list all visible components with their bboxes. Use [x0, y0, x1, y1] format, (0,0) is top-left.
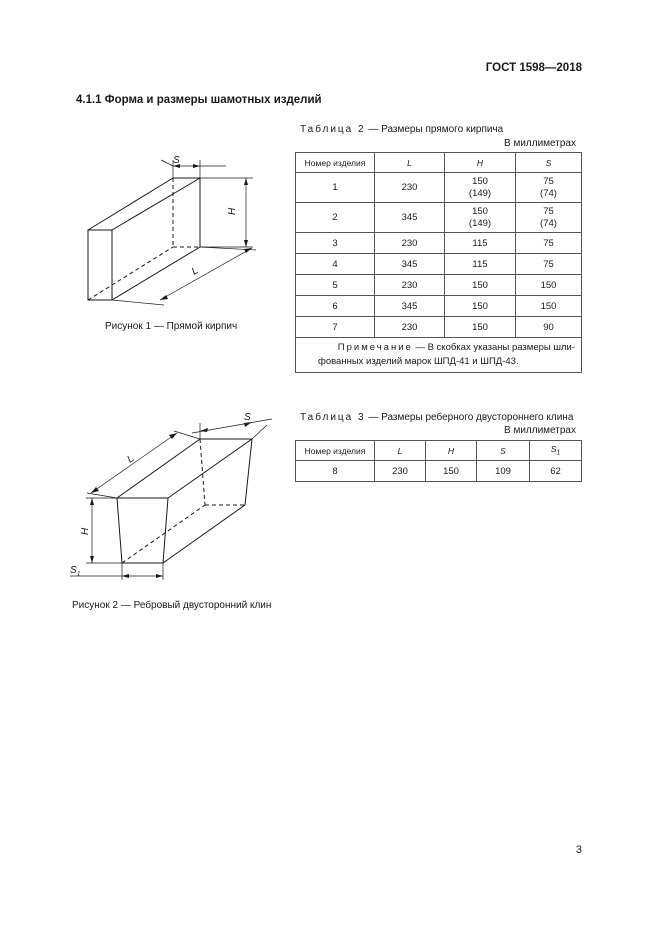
cell-line: 75	[543, 175, 554, 187]
table-3-header-h: H	[426, 441, 477, 461]
cell-line: (74)	[540, 217, 557, 229]
table-2-header-h: H	[445, 153, 516, 173]
table-cell: 150	[445, 275, 516, 296]
table-cell: 75	[516, 254, 582, 275]
table-cell: 109	[477, 461, 530, 482]
s1-subscript: 1	[76, 571, 81, 578]
figure-2-edge-wedge-drawing	[62, 405, 277, 590]
s1-letter: S	[70, 565, 77, 576]
table-cell: 1	[296, 173, 375, 203]
table-2-header-l: L	[375, 153, 445, 173]
table-row	[296, 173, 582, 203]
table-cell: 345	[375, 296, 445, 317]
table-cell: 8	[296, 461, 375, 482]
table-cell: 90	[516, 317, 582, 338]
cell-line: 75	[543, 205, 554, 217]
s1-subscript: 1	[556, 449, 561, 457]
note-text-line-1: — В скобках указаны размеры шли-	[412, 342, 575, 353]
table-3-header-number: Номер изделия	[296, 441, 375, 461]
table-cell: 6	[296, 296, 375, 317]
table-cell: 150	[445, 296, 516, 317]
table-cell: 230	[375, 173, 445, 203]
table-3-header-l: L	[375, 441, 426, 461]
figure-1-straight-brick-drawing	[76, 150, 266, 310]
table-cell: 345	[375, 203, 445, 233]
table-row	[296, 296, 582, 317]
table-cell: 230	[375, 233, 445, 254]
table-cell: 7	[296, 317, 375, 338]
table-2-note	[296, 338, 582, 373]
figure-2-l-label: L	[125, 453, 137, 466]
s1-letter: S	[550, 444, 557, 455]
table-2-header-row	[296, 153, 582, 173]
figure-2-caption: Рисунок 2 — Ребровый двусторонний клин	[72, 600, 272, 611]
table-cell: 230	[375, 461, 426, 482]
cell-line: 150	[472, 175, 488, 187]
table-row	[296, 233, 582, 254]
table-2-header-s: S	[516, 153, 582, 173]
table-3-units: В миллиметрах	[504, 425, 576, 436]
table-cell	[516, 173, 582, 203]
note-label: Примечание	[337, 342, 413, 353]
table-row	[296, 254, 582, 275]
table-3-header-s: S	[477, 441, 530, 461]
cell-line: 150	[472, 205, 488, 217]
figure-1-s-label: S	[173, 155, 180, 166]
figure-1-h-label: H	[227, 207, 238, 215]
section-title: 4.1.1 Форма и размеры шамотных изделий	[76, 94, 322, 106]
figure-2-h-label: H	[80, 527, 91, 535]
table-cell: 150	[516, 275, 582, 296]
figure-1-caption: Рисунок 1 — Прямой кирпич	[105, 321, 238, 332]
table-row	[296, 317, 582, 338]
table-cell: 5	[296, 275, 375, 296]
table-cell: 115	[445, 254, 516, 275]
table-3-title: — Размеры реберного двустороннего клина	[365, 412, 574, 423]
table-3-caption	[300, 412, 573, 423]
note-text-line-2: фованных изделий марок ШПД-41 и ШПД-43.	[318, 356, 519, 367]
cell-line: (149)	[468, 217, 492, 229]
table-cell: 62	[530, 461, 582, 482]
table-row	[296, 203, 582, 233]
table-cell	[445, 173, 516, 203]
table-cell: 3	[296, 233, 375, 254]
document-header: ГОСТ 1598—2018	[485, 62, 582, 74]
table-cell	[445, 203, 516, 233]
table-cell: 150	[516, 296, 582, 317]
table-2-units: В миллиметрах	[504, 138, 576, 149]
table-row	[296, 461, 582, 482]
table-3	[295, 440, 582, 482]
table-2-label: Таблица 2	[300, 124, 366, 135]
table-row	[296, 275, 582, 296]
table-2	[295, 152, 582, 373]
table-cell: 345	[375, 254, 445, 275]
table-cell	[516, 203, 582, 233]
table-cell: 75	[516, 233, 582, 254]
cell-line: (149)	[468, 187, 492, 199]
table-3-header-row	[296, 441, 582, 461]
table-2-note-row	[296, 338, 582, 373]
table-cell: 230	[375, 275, 445, 296]
figure-1-l-label: L	[190, 265, 201, 278]
figure-2-s-label: S	[244, 412, 251, 423]
table-cell: 4	[296, 254, 375, 275]
table-cell: 230	[375, 317, 445, 338]
table-2-header-number: Номер изделия	[296, 153, 375, 173]
table-3-header-s1	[530, 441, 582, 461]
cell-line: (74)	[540, 187, 557, 199]
table-2-title: — Размеры прямого кирпича	[365, 124, 504, 135]
table-2-caption	[300, 124, 503, 135]
page-number: 3	[575, 844, 582, 856]
table-cell: 2	[296, 203, 375, 233]
table-cell: 115	[445, 233, 516, 254]
table-cell: 150	[426, 461, 477, 482]
table-cell: 150	[445, 317, 516, 338]
table-3-label: Таблица 3	[300, 412, 366, 423]
